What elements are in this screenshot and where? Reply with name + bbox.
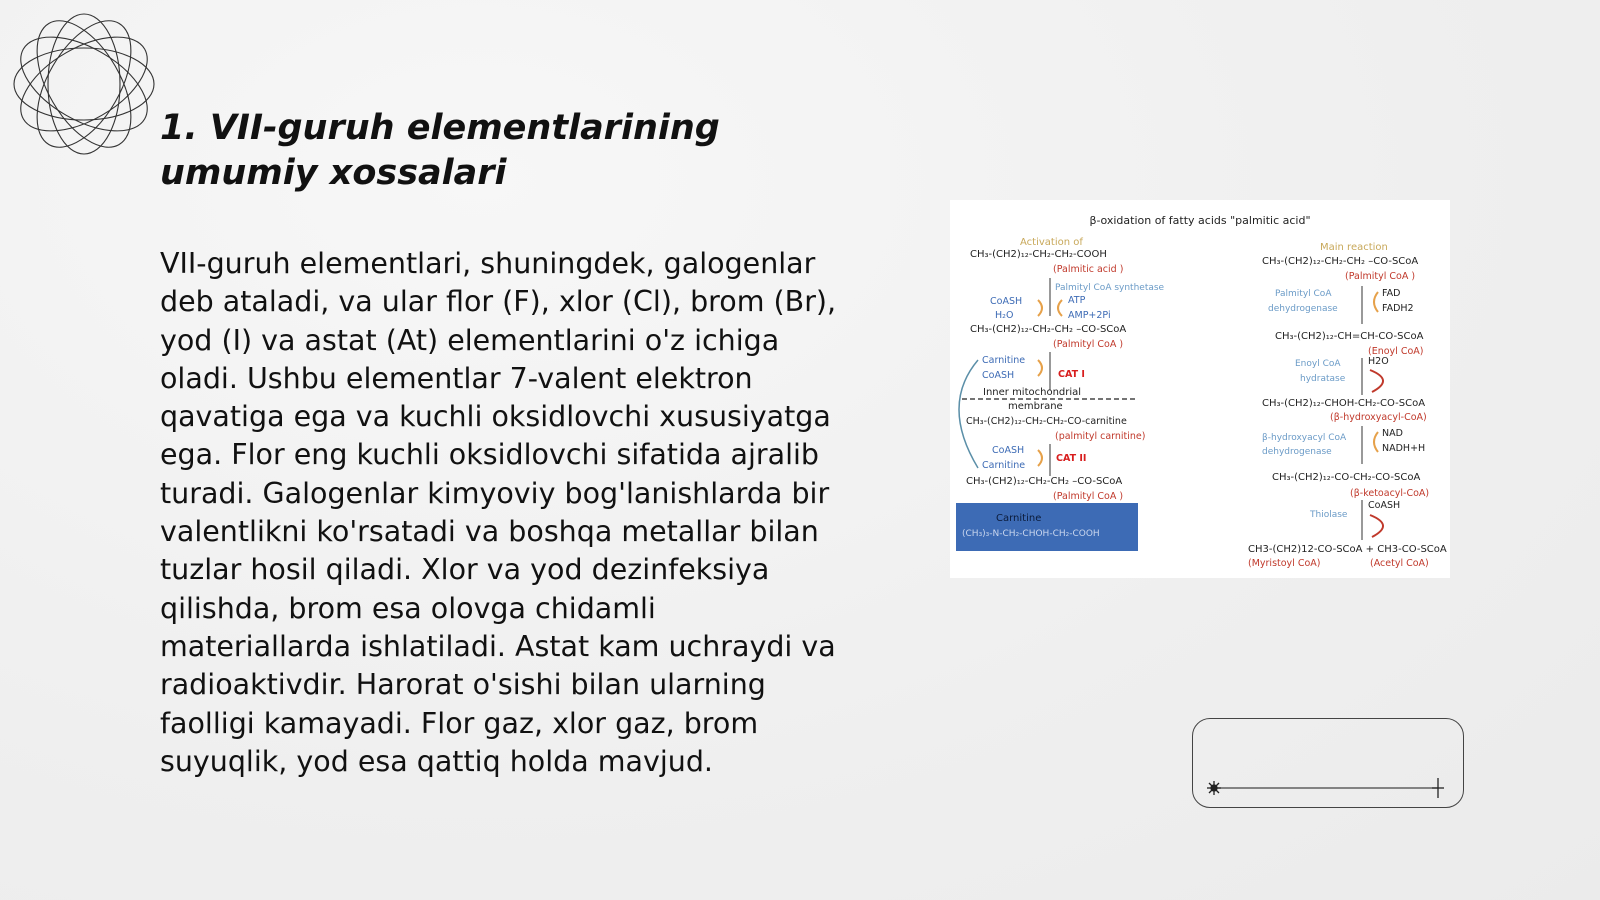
right-enzyme-3b: dehydrogenase <box>1262 447 1332 457</box>
left-header: Activation of <box>1020 237 1083 248</box>
right-products: CH3-(CH2)12-CO-SCoA + CH3-CO-SCoA <box>1248 544 1447 555</box>
left-palmityl-coa-2-label: (Palmityl CoA ) <box>1053 491 1124 502</box>
carnitine-box-line-1: Carnitine <box>996 513 1042 524</box>
left-atp: ATP <box>1068 295 1086 306</box>
decorative-circle-logo-icon <box>10 10 158 158</box>
right-myristoyl: (Myristoyl CoA) <box>1248 558 1321 569</box>
diagram-title: β-oxidation of fatty acids "palmitic acid" <box>1089 214 1311 227</box>
right-nadh: NADH+H <box>1382 443 1426 454</box>
sparkle-start-icon <box>1207 781 1221 795</box>
carnitine-box-line-2: (CH₃)₃-N-CH₂-CHOH-CH₂-COOH <box>962 529 1100 539</box>
left-carnitine-2: Carnitine <box>982 460 1026 471</box>
right-enzyme-3a: β-hydroxyacyl CoA <box>1262 433 1347 443</box>
right-hydroxy-label: (β-hydroxyacyl-CoA) <box>1330 412 1427 423</box>
carnitine-box <box>956 503 1138 551</box>
right-hydroxy: CH₃-(CH2)₁₂-CHOH-CH₂-CO-SCoA <box>1262 398 1426 409</box>
right-enzyme-1b: dehydrogenase <box>1268 304 1338 314</box>
left-membrane-2: membrane <box>1008 401 1063 412</box>
right-h2o: H2O <box>1368 356 1389 367</box>
left-palmitic-acid: CH₃-(CH2)₁₂-CH₂-CH₂-COOH <box>970 249 1107 260</box>
left-palmityl-carnitine: CH₃-(CH2)₁₂-CH₂-CH₂-CO-carnitine <box>966 416 1127 427</box>
left-carnitine: Carnitine <box>982 355 1026 366</box>
left-cat-2: CAT II <box>1056 453 1087 464</box>
left-amp: AMP+2Pi <box>1068 310 1111 321</box>
beta-oxidation-diagram <box>950 200 1450 578</box>
right-keto-label: (β-ketoacyl-CoA) <box>1350 488 1430 499</box>
right-keto: CH₃-(CH2)₁₂-CO-CH₂-CO-SCoA <box>1272 472 1421 483</box>
right-enzyme-2b: hydratase <box>1300 374 1346 384</box>
decorative-slider-box <box>1192 718 1464 808</box>
right-enoyl-label: (Enoyl CoA) <box>1368 346 1424 357</box>
left-coash-2: CoASH <box>992 445 1025 456</box>
right-nad: NAD <box>1382 428 1403 439</box>
slide-title: 1. VII-guruh elementlarining umumiy xossalari <box>160 108 720 193</box>
right-enzyme-1a: Palmityl CoA <box>1275 289 1332 299</box>
right-palmityl-coa-label: (Palmityl CoA ) <box>1345 271 1416 282</box>
left-membrane-1: Inner mitochondrial <box>983 387 1082 398</box>
left-cat-1: CAT I <box>1058 369 1085 380</box>
right-palmityl-coa: CH₃-(CH2)₁₂-CH₂-CH₂ –CO-SCoA <box>1262 256 1419 267</box>
right-acetyl: (Acetyl CoA) <box>1370 558 1429 569</box>
right-fad: FAD <box>1382 288 1401 299</box>
sparkle-end-icon <box>1432 778 1444 798</box>
slide-body-text: VII-guruh elementlari, shuningdek, galogenlar deb ataladi, va ular flor (F), xlor (Cl), brom (Br), yod (I) va astat (At) elementlarini o'z ichiga oladi. Ushbu elementlar 7-valent elektron qavatiga ega va kuchli oksidlovchi xususiyatga ega. Flor eng kuchli oksidlovchi sifatida ajralib turadi. Galogenlar kimyoviy bog'lanishlarda bir valentlikni ko'rsatadi va boshqa metallar bilan tuzlar hosil qiladi. Xlor va yod dezinfeksiya qilishda, brom esa olovga chidamli materiallarda ishlatiladi. Astat kam uchraydi va radioaktivdir. Harorat o'sishi bilan ularning faolligi kamayadi. Flor gaz, xlor gaz, brom suyuqlik, yod esa qattiq holda mavjud. <box>160 247 837 778</box>
left-coash-1: CoASH <box>982 370 1015 381</box>
left-palmityl-coa-2: CH₃-(CH2)₁₂-CH₂-CH₂ –CO-SCoA <box>966 476 1123 487</box>
right-coash: CoASH <box>1368 500 1401 511</box>
left-palmitic-acid-label: (Palmitic acid ) <box>1053 264 1124 275</box>
right-enzyme-2a: Enoyl CoA <box>1295 359 1341 369</box>
left-palmityl-carnitine-label: (palmityl carnitine) <box>1055 431 1146 442</box>
right-enoyl: CH₃-(CH2)₁₂-CH=CH-CO-SCoA <box>1275 331 1424 342</box>
right-fadh2: FADH2 <box>1382 303 1414 314</box>
right-enzyme-4: Thiolase <box>1310 510 1348 520</box>
left-palmityl-coa: CH₃-(CH2)₁₂-CH₂-CH₂ –CO-SCoA <box>970 324 1127 335</box>
left-palmityl-coa-label: (Palmityl CoA ) <box>1053 339 1124 350</box>
left-h2o: H₂O <box>995 310 1014 321</box>
left-coash: CoASH <box>990 296 1023 307</box>
left-enzyme-1: Palmityl CoA synthetase <box>1055 283 1165 293</box>
right-header: Main reaction <box>1320 242 1388 253</box>
